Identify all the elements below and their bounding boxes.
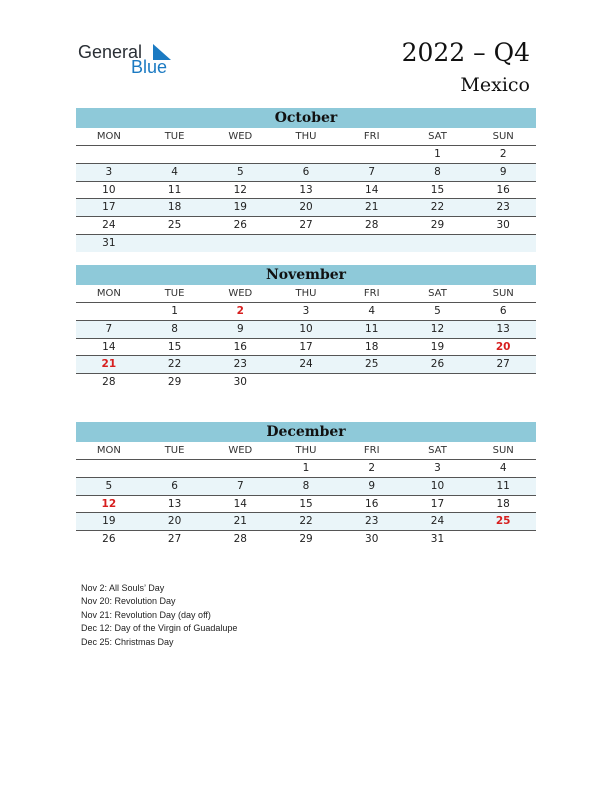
day-cell: 13: [299, 183, 313, 196]
day-cell: 10: [430, 479, 445, 492]
day-cell: 2: [368, 462, 376, 474]
day-cell: 11: [496, 479, 510, 492]
day-cell: 31: [102, 236, 116, 249]
day-cell: [339, 374, 405, 391]
weekday-header-row: [76, 128, 536, 146]
weekday-label: FRI: [363, 445, 380, 456]
day-cell: 29: [299, 533, 313, 546]
week-row: [76, 321, 536, 339]
day-cell: 29: [430, 219, 445, 232]
week-row: [76, 339, 536, 357]
logo-word-blue: Blue: [131, 57, 168, 77]
day-cell: 23: [365, 515, 379, 528]
day-cell: 8: [302, 479, 310, 492]
holiday-note: Dec 25: Christmas Day: [81, 636, 174, 647]
day-cell: 30: [496, 219, 510, 232]
weekday-label: FRI: [363, 131, 380, 142]
day-cell: [405, 374, 471, 391]
day-cell: 14: [233, 497, 247, 510]
day-cell: 22: [299, 515, 313, 528]
generalblue-logo: [78, 40, 178, 80]
day-cell: 22: [430, 201, 445, 214]
week-row: [76, 164, 536, 182]
month-header: November: [76, 265, 536, 285]
weekday-label: TUE: [164, 288, 185, 299]
weekday-label: WED: [228, 445, 253, 456]
weekday-label: THU: [295, 445, 317, 456]
day-cell: 16: [365, 497, 379, 510]
day-cell: [142, 146, 208, 163]
day-cell: 26: [430, 358, 445, 371]
day-cell: 6: [171, 479, 178, 492]
day-cell: 22: [167, 358, 182, 371]
week-row: [76, 374, 536, 391]
day-cell: 26: [102, 533, 116, 546]
day-cell: 14: [365, 183, 379, 196]
weekday-label: SAT: [428, 445, 447, 456]
month-december: [76, 422, 536, 548]
day-cell: [470, 374, 536, 391]
day-cell: 27: [496, 358, 510, 371]
week-row: [76, 356, 536, 374]
day-cell: 1: [434, 148, 441, 160]
day-cell: 12: [233, 183, 247, 196]
day-cell: 13: [496, 322, 510, 335]
day-cell: 30: [365, 533, 379, 546]
weekday-header-row: [76, 442, 536, 460]
day-cell: 15: [430, 183, 445, 196]
week-row: [76, 146, 536, 164]
day-cell: 5: [105, 479, 113, 492]
weekday-label: MON: [96, 131, 121, 142]
day-cell: 21: [101, 358, 117, 371]
week-row: [76, 513, 536, 531]
day-cell: 7: [236, 479, 244, 492]
day-cell: 8: [171, 322, 178, 335]
weekday-label: SUN: [492, 445, 514, 456]
day-cell: 2: [499, 148, 507, 160]
day-cell: 27: [167, 533, 182, 546]
week-row: [76, 460, 536, 478]
day-cell: 24: [299, 358, 313, 371]
day-cell: 7: [105, 322, 113, 335]
week-row: [76, 496, 536, 514]
day-cell: 3: [105, 165, 113, 178]
day-cell: 21: [233, 515, 247, 528]
day-cell: 6: [302, 165, 310, 178]
day-cell: 28: [102, 376, 116, 389]
day-cell: 7: [368, 165, 376, 178]
day-cell: 12: [101, 497, 117, 510]
day-cell: [76, 146, 142, 163]
day-cell: 31: [430, 533, 445, 546]
day-cell: 10: [299, 322, 313, 335]
week-row: [76, 199, 536, 217]
day-cell: 23: [496, 201, 510, 214]
weekday-label: THU: [295, 288, 317, 299]
day-cell: 5: [236, 165, 244, 178]
week-row: [76, 217, 536, 235]
day-cell: 2: [236, 305, 244, 317]
weekday-label: TUE: [164, 131, 185, 142]
day-cell: 3: [302, 305, 310, 317]
day-cell: 16: [496, 183, 510, 196]
weekday-label: TUE: [164, 445, 185, 456]
day-cell: [405, 235, 471, 252]
day-cell: [207, 460, 273, 477]
day-cell: 12: [430, 322, 445, 335]
day-cell: [273, 235, 339, 252]
week-row: [76, 478, 536, 496]
weekday-label: MON: [96, 288, 121, 299]
day-cell: 25: [167, 219, 182, 232]
day-cell: 1: [171, 305, 178, 317]
day-cell: 24: [102, 219, 116, 232]
weekday-label: SAT: [428, 131, 447, 142]
month-header: December: [76, 422, 536, 442]
day-cell: 13: [167, 497, 182, 510]
day-cell: [142, 460, 208, 477]
day-cell: 4: [499, 462, 507, 474]
day-cell: 15: [299, 497, 313, 510]
weekday-label: MON: [96, 445, 121, 456]
weekday-label: SAT: [428, 288, 447, 299]
day-cell: 8: [434, 165, 441, 178]
week-row: [76, 235, 536, 252]
day-cell: 29: [167, 376, 182, 389]
holiday-notes: [81, 582, 237, 649]
day-cell: 27: [299, 219, 313, 232]
day-cell: 5: [434, 305, 441, 317]
holiday-note: Nov 21: Revolution Day (day off): [81, 609, 211, 620]
day-cell: 20: [299, 201, 313, 214]
week-row: [76, 531, 536, 548]
day-cell: 30: [233, 376, 247, 389]
day-cell: 26: [233, 219, 247, 232]
day-cell: 19: [102, 515, 116, 528]
weekday-label: SUN: [492, 288, 514, 299]
holiday-note: Nov 2: All Souls’ Day: [81, 583, 165, 593]
day-cell: [339, 146, 405, 163]
day-cell: 16: [233, 340, 247, 353]
day-cell: [339, 235, 405, 252]
month-october: [76, 108, 536, 252]
day-cell: 20: [167, 515, 182, 528]
day-cell: [470, 531, 536, 548]
day-cell: 18: [365, 340, 379, 353]
day-cell: [273, 146, 339, 163]
day-cell: 17: [430, 497, 445, 510]
weekday-label: WED: [228, 288, 253, 299]
day-cell: [470, 235, 536, 252]
day-cell: 24: [430, 515, 445, 528]
day-cell: [142, 235, 208, 252]
day-cell: [76, 460, 142, 477]
day-cell: 25: [365, 358, 379, 371]
day-cell: 10: [102, 183, 116, 196]
weekday-label: WED: [228, 131, 253, 142]
day-cell: 3: [434, 462, 441, 474]
day-cell: [207, 146, 273, 163]
day-cell: 15: [167, 340, 182, 353]
day-cell: 19: [430, 340, 445, 353]
weekday-label: SUN: [492, 131, 514, 142]
weekday-label: FRI: [363, 288, 380, 299]
day-cell: 4: [368, 305, 376, 317]
day-cell: 11: [167, 183, 182, 196]
day-cell: [76, 303, 142, 320]
holiday-note: Dec 12: Day of the Virgin of Guadalupe: [81, 623, 238, 634]
day-cell: 19: [233, 201, 247, 214]
day-cell: 17: [299, 340, 313, 353]
holiday-note: Nov 20: Revolution Day: [81, 596, 176, 607]
week-row: [76, 182, 536, 200]
country-name: Mexico: [460, 74, 530, 96]
day-cell: 18: [496, 497, 510, 510]
day-cell: [273, 374, 339, 391]
day-cell: 20: [495, 340, 511, 353]
week-row: [76, 303, 536, 321]
weekday-label: THU: [295, 131, 317, 142]
day-cell: 9: [368, 479, 376, 492]
day-cell: 11: [365, 322, 379, 335]
day-cell: 25: [495, 515, 511, 528]
day-cell: 28: [233, 533, 247, 546]
day-cell: 23: [233, 358, 247, 371]
day-cell: 18: [167, 201, 182, 214]
day-cell: 1: [302, 462, 310, 474]
day-cell: 9: [236, 322, 244, 335]
logo-word-general: General: [78, 42, 143, 62]
month-november: [76, 265, 536, 391]
day-cell: 28: [365, 219, 379, 232]
page-title: 2022 – Q4: [401, 38, 530, 67]
day-cell: 4: [171, 165, 178, 178]
weekday-header-row: [76, 285, 536, 303]
day-cell: [207, 235, 273, 252]
day-cell: 17: [102, 201, 116, 214]
day-cell: 21: [365, 201, 379, 214]
day-cell: 14: [102, 340, 116, 353]
month-header: October: [76, 108, 536, 128]
day-cell: 9: [499, 165, 507, 178]
day-cell: 6: [499, 305, 507, 317]
